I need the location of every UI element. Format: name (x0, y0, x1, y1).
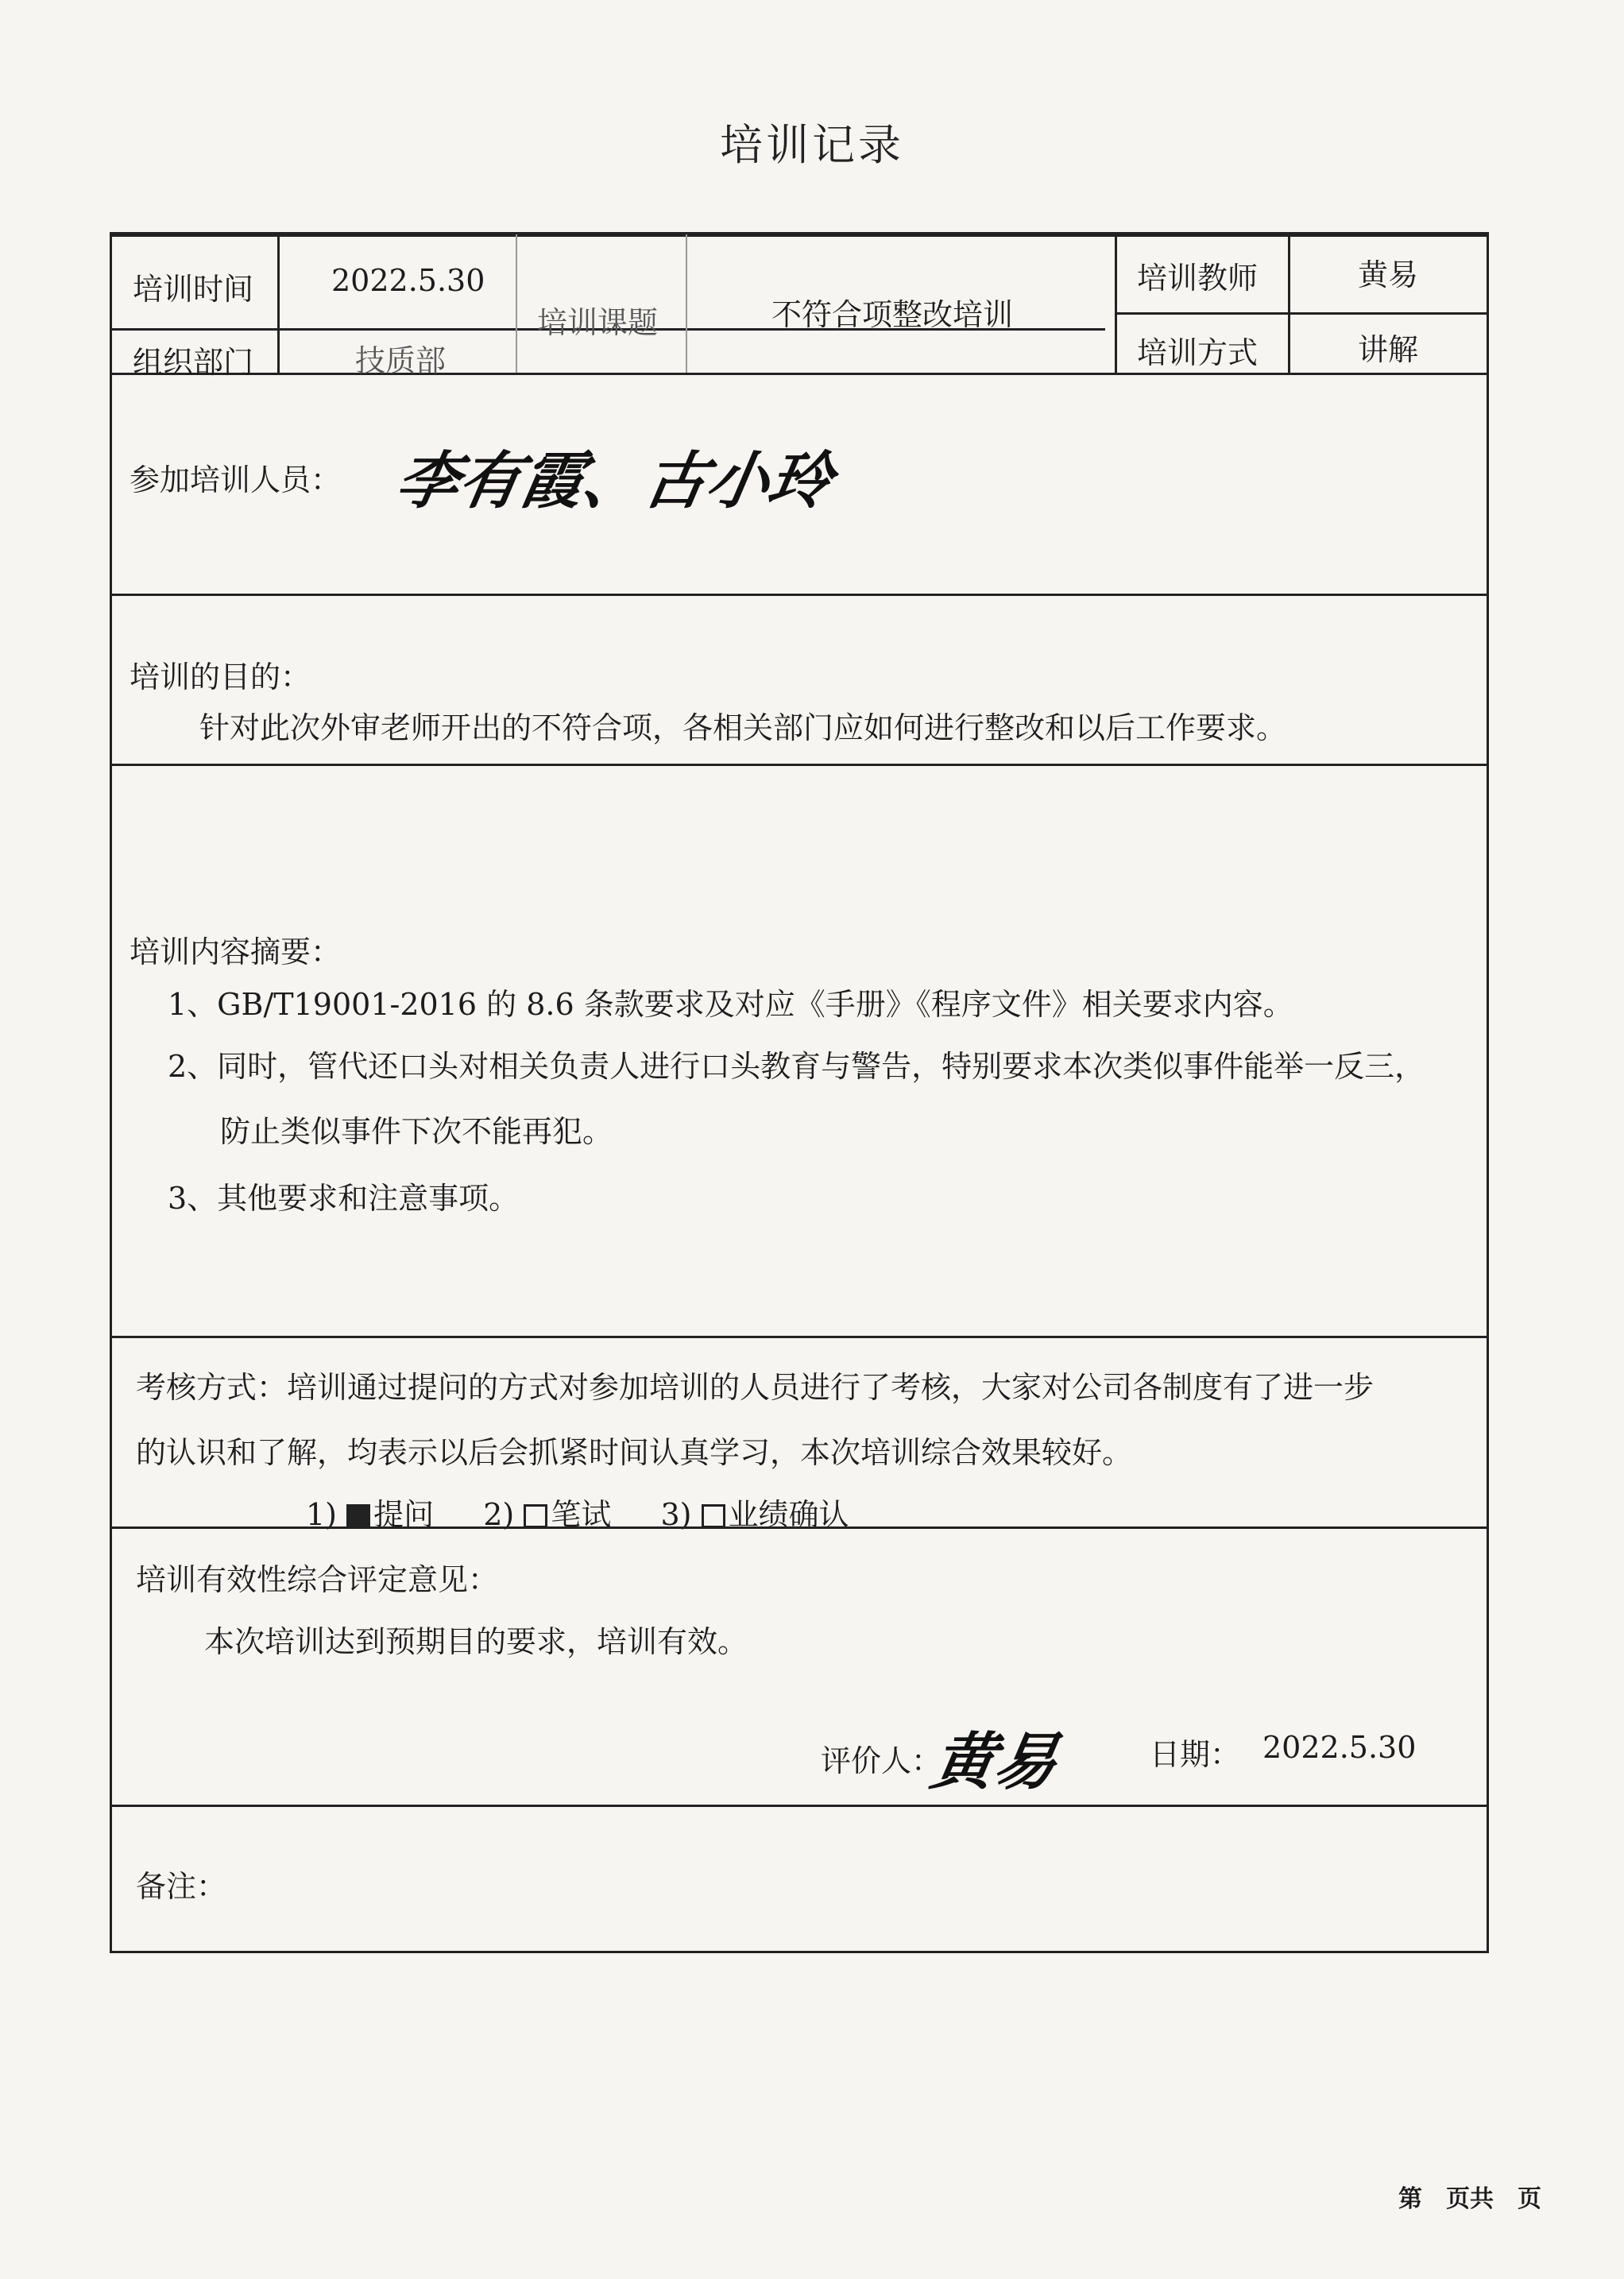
purpose-label: 培训的目的： (130, 660, 311, 695)
checkbox-question[interactable] (346, 1504, 370, 1528)
header-top-border (112, 234, 1487, 237)
purpose-text: 针对此次外审老师开出的不符合项，各相关部门应如何进行整改和以后工作要求。 (199, 710, 1287, 745)
assessment-line-2: 的认识和了解，均表示以后会抓紧时间认真学习，本次培训综合效果较好。 (136, 1435, 1133, 1470)
participants-handwritten-names: 李有霞、古小玲 (390, 445, 837, 517)
evaluator-signature: 黄易 (926, 1726, 1063, 1798)
header-col-5 (1288, 234, 1290, 373)
option-question: 1) 提问 (306, 1497, 435, 1532)
option-written: 2) 笔试 (483, 1497, 612, 1532)
evaluation-bottom-border (112, 1805, 1487, 1807)
training-time-value: 2022.5.30 (331, 263, 485, 298)
content-item-1: 1、GB/T19001-2016 的 8.6 条款要求及对应《手册》《程序文件》相关要求内容。 (168, 987, 1293, 1022)
header-right-divider (1117, 312, 1487, 315)
checkbox-performance[interactable] (702, 1504, 725, 1528)
checkbox-written[interactable] (524, 1504, 547, 1528)
header-col-4 (1115, 234, 1117, 373)
evaluation-date-label: 日期： (1150, 1737, 1241, 1772)
training-time-label: 培训时间 (133, 272, 254, 307)
document-title: 培训记录 (720, 120, 904, 170)
assessment-bottom-border (112, 1526, 1487, 1529)
training-method-label: 培训方式 (1137, 335, 1259, 370)
training-topic-value: 不符合项整改培训 (771, 297, 1014, 332)
assessment-line-1: 考核方式：培训通过提问的方式对参加培训的人员进行了考核，大家对公司各制度有了进一步 (136, 1370, 1375, 1405)
content-bottom-border (112, 1336, 1487, 1338)
evaluation-label: 培训有效性综合评定意见： (136, 1562, 499, 1597)
organizing-dept-value: 技质部 (355, 343, 447, 378)
training-method-value: 讲解 (1358, 332, 1419, 367)
header-col-1 (277, 234, 280, 373)
remarks-label: 备注： (136, 1869, 227, 1904)
content-item-3: 3、其他要求和注意事项。 (168, 1181, 520, 1216)
evaluator-label: 评价人： (821, 1743, 942, 1778)
training-teacher-label: 培训教师 (1137, 261, 1259, 296)
evaluation-date-value: 2022.5.30 (1262, 1730, 1417, 1765)
header-col-3 (686, 234, 687, 373)
purpose-bottom-border (112, 764, 1487, 766)
training-teacher-value: 黄易 (1358, 257, 1419, 292)
content-label: 培训内容摘要： (130, 934, 342, 969)
content-item-2: 2、同时，管代还口头对相关负责人进行口头教育与警告，特别要求本次类似事件能举一反三， (168, 1049, 1425, 1084)
option-performance: 3) 业绩确认 (660, 1497, 849, 1532)
training-topic-label: 培训课题 (537, 305, 659, 340)
page-number-footer: 第 页共 页 (1398, 2185, 1541, 2213)
evaluation-text: 本次培训达到预期目的要求，培训有效。 (204, 1624, 748, 1659)
participants-label: 参加培训人员： (130, 462, 342, 497)
training-record-form (110, 232, 1489, 1953)
participants-bottom-border (112, 594, 1487, 596)
header-bottom-border (112, 373, 1487, 375)
organizing-dept-label: 组织部门 (133, 345, 254, 380)
header-col-2 (516, 234, 517, 373)
content-item-2-continued: 防止类似事件下次不能再犯。 (220, 1114, 613, 1149)
